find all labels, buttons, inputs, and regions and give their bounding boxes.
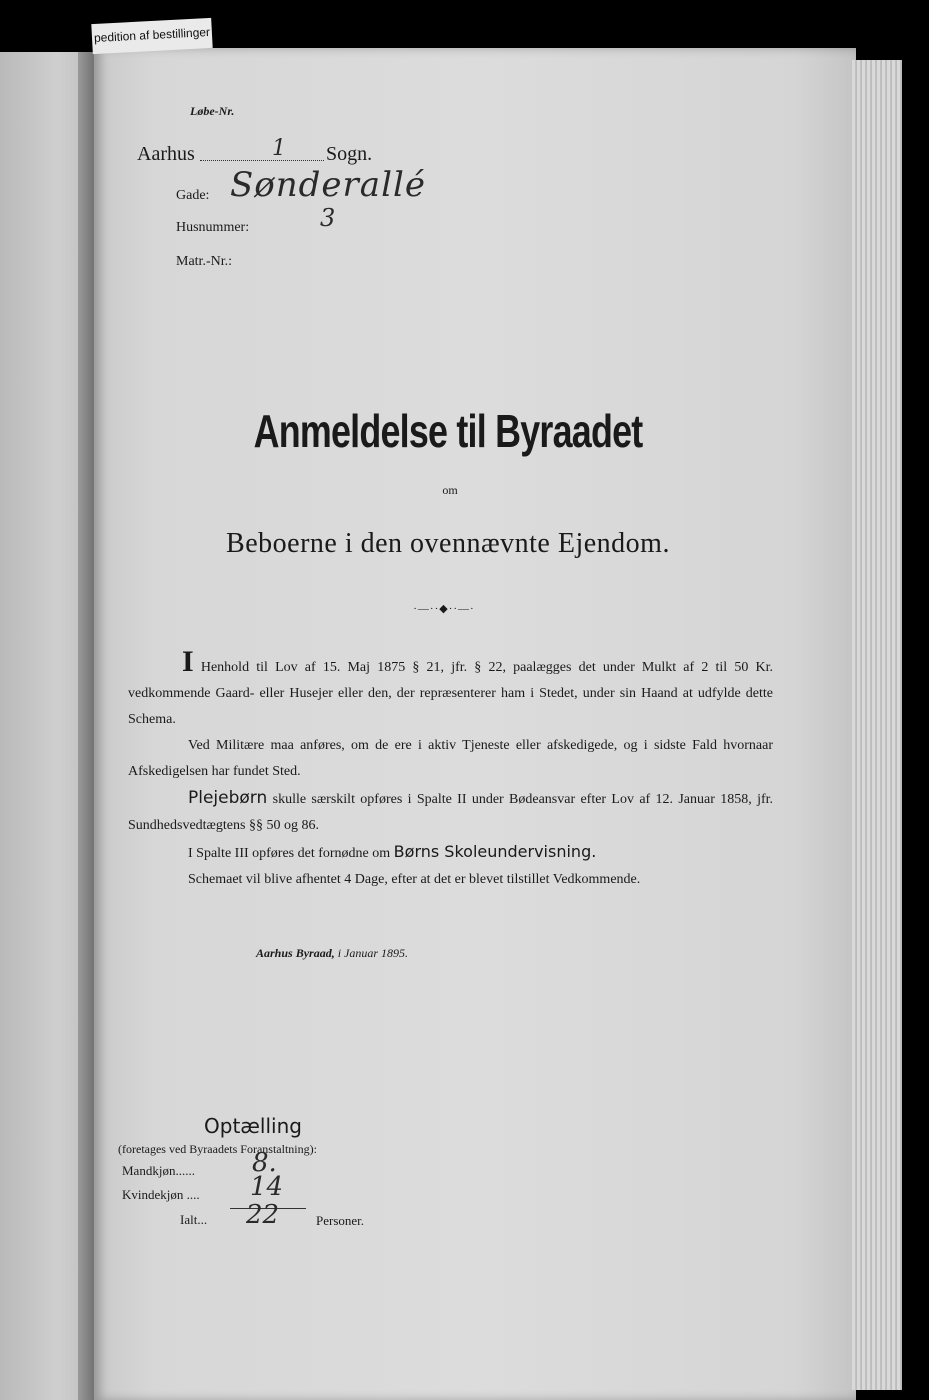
ornament-divider: ·—··◆··—· — [413, 603, 475, 615]
sogn-handwritten: 1 — [272, 136, 286, 161]
lobe-nr-label: Løbe-Nr. — [190, 104, 235, 118]
persons-label: Personer. — [316, 1213, 365, 1228]
skoleundervisning-lead: Børns Skoleundervisning. — [393, 842, 597, 861]
paragraph-4 — [128, 839, 773, 867]
paragraph-1 — [128, 645, 774, 733]
paragraph-4-text: I Spalte III opføres det fornødne om — [188, 846, 391, 861]
gade-label: Gade: — [176, 188, 210, 203]
paragraph-5: Schemaet vil blive afhentet 4 Dage, efter at det er blevet tilstillet Vedkommende. — [188, 872, 641, 887]
document-title: Anmeldelse til Byraadet — [253, 405, 643, 457]
matr-nr-label: Matr.-Nr.: — [176, 254, 232, 269]
husnummer-label: Husnummer: — [176, 220, 250, 235]
total-value: 22 — [246, 1200, 280, 1230]
sogn-label: Sogn. — [326, 143, 373, 165]
bookmark-tab[interactable] — [91, 18, 212, 54]
bookmark-tab-label: pedition af bestillinger — [93, 24, 211, 46]
total-label: Ialt... — [180, 1212, 208, 1227]
count-heading: Optælling — [204, 1114, 302, 1138]
plejeborn-lead: Plejebørn — [188, 788, 268, 808]
drop-cap: I — [182, 645, 194, 678]
male-value: 8. — [252, 1148, 277, 1178]
paragraph-3 — [128, 785, 773, 839]
gade-handwritten: Sønderallé — [230, 165, 426, 205]
signature-place: Aarhus Byraad, — [256, 946, 335, 960]
female-value: 14 — [250, 1172, 284, 1202]
paragraph-3-text: skulle særskilt opføres i Spalte II under Bødeansvar efter Lov af 12. Januar 1858, jfr. Sundhedsvedtægtens §§ 50 og 86. — [128, 792, 774, 833]
page-stack-edge — [852, 60, 902, 1390]
instructions-body — [128, 645, 774, 893]
signature-line — [256, 946, 408, 961]
signature-date: i Januar 1895. — [337, 946, 409, 960]
paragraph-1-text: Henhold til Lov af 15. Maj 1875 § 21, jfr. § 22, paalægges det under Mulkt af 2 til 50 Kr. vedkommende Gaard- eller Husejer eller den, der repræsenterer ham i Stedet, under sin Haand at udfylde dette Schema. — [128, 660, 774, 727]
document-subtitle: Beboerne i den ovennævnte Ejendom. — [226, 528, 670, 559]
aarhus-label: Aarhus — [137, 143, 195, 165]
female-label: Kvindekjøn .... — [122, 1187, 200, 1202]
om-label: om — [442, 483, 458, 497]
count-note: (foretages ved Byraadets Foranstaltning): — [118, 1142, 317, 1156]
sogn-dotted-line — [200, 160, 324, 161]
husnummer-handwritten: 3 — [320, 204, 336, 232]
male-label: Mandkjøn...... — [122, 1163, 195, 1178]
paragraph-2: Ved Militære maa anføres, om de ere i aktiv Tjeneste eller afskedigede, og i sidste Fald hvornaar Afskedigelsen har fundet Sted. — [128, 738, 773, 779]
